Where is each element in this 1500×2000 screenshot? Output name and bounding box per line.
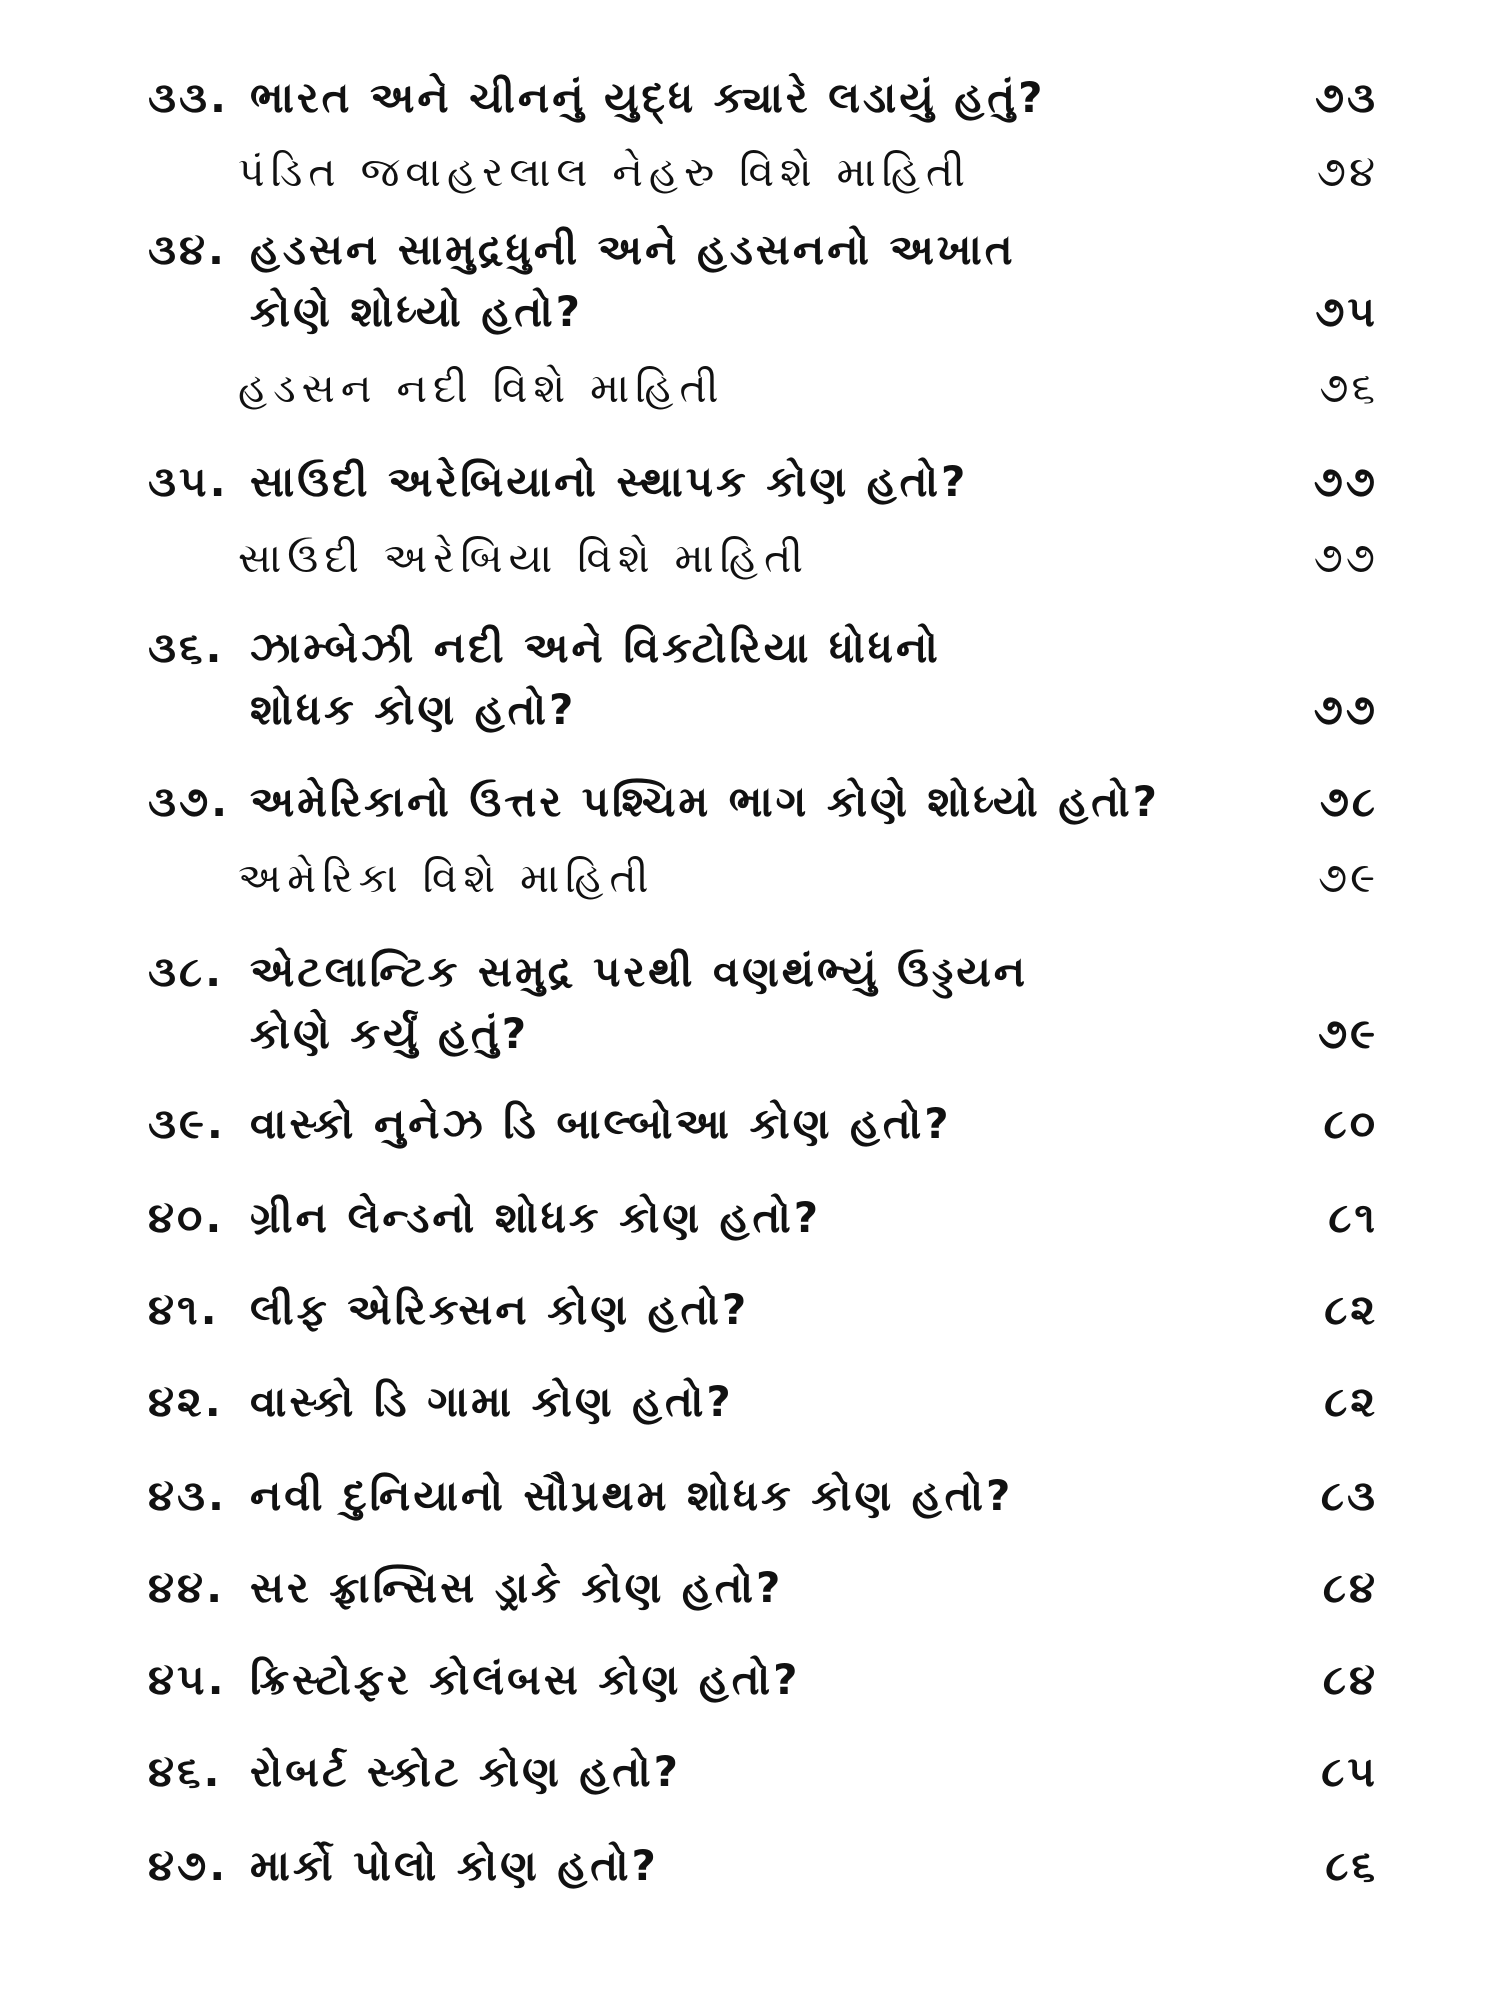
page-number: ૭૪ [1316,147,1378,196]
entry-number: ૪૪. [148,1563,226,1612]
entry-number: ૩૯. [148,1099,226,1148]
toc-entry-continuation [0,1002,1500,1066]
entry-number: ૪૬. [148,1747,223,1796]
entry-number: ૩૫. [148,457,229,506]
entry-title: વાસ્કો નુનેઝ ડિ બાલ્બોઆ કોણ હતો? [250,1099,952,1148]
page-number: ૭૯ [1317,1009,1378,1058]
entry-title-continued: કોણે કર્યું હતું? [250,1009,530,1058]
entry-number: ૪૦. [148,1193,225,1242]
subentry-title: પંડિત જવાહરલાલ નેહરુ વિશે માહિતી [238,148,971,196]
toc-subentry [0,526,1500,590]
subentry-title: અમેરિકા વિશે માહિતી [238,854,655,902]
entry-title: વાસ્કો ડિ ગામા કોણ હતો? [250,1377,734,1426]
toc-entry-39 [0,1092,1500,1156]
entry-title: નવી દુનિયાનો સૌપ્રથમ શોધક કોણ હતો? [250,1471,1014,1520]
toc-entry-38 [0,940,1500,1004]
page-number: ૮૨ [1324,1377,1378,1426]
entry-number: ૩૭. [148,777,231,826]
entry-number: ૩૪. [148,225,227,274]
page-number: ૭૭ [1313,685,1378,734]
subentry-title: સાઉદી અરેબિયા વિશે માહિતી [238,534,809,582]
toc-entry-40 [0,1186,1500,1250]
toc-entry-37 [0,770,1500,834]
page-number: ૭૯ [1317,853,1378,902]
entry-number: ૪૫. [148,1655,227,1704]
entry-title: ગ્રીન લેન્ડનો શોધક કોણ હતો? [250,1193,822,1242]
toc-entry-36 [0,616,1500,680]
entry-title: હડસન સામુદ્રધુની અને હડસનનો અખાત [250,225,1016,274]
page-number: ૭૫ [1315,287,1378,336]
toc-entry-33 [0,66,1500,130]
toc-subentry [0,140,1500,204]
entry-number: ૪૭. [148,1841,229,1890]
toc-subentry [0,846,1500,910]
entry-title: સર ફ્રાન્સિસ ડ્રાકે કોણ હતો? [250,1563,784,1612]
toc-subentry [0,356,1500,420]
toc-entry-34 [0,218,1500,282]
toc-entry-41 [0,1278,1500,1342]
toc-entry-47 [0,1834,1500,1898]
entry-title: ક્રિસ્ટોફર કોલંબસ કોણ હતો? [250,1655,801,1704]
page-number: ૮૫ [1321,1747,1378,1796]
entry-title-continued: કોણે શોધ્યો હતો? [250,287,584,336]
entry-number: ૪૧. [148,1285,220,1334]
page-number: ૭૭ [1313,457,1378,506]
page-number: ૮૦ [1323,1099,1378,1148]
page-number: ૮૪ [1322,1563,1378,1612]
entry-number: ૩૬. [148,623,225,672]
subentry-title: હડસન નદી વિશે માહિતી [238,364,725,412]
page-number: ૮૬ [1325,1841,1378,1890]
toc-entry-35 [0,450,1500,514]
entry-title: એટલાન્ટિક સમુદ્ર પરથી વણથંભ્યું ઉડ્ડયન [250,947,1029,996]
toc-entry-continuation [0,678,1500,742]
entry-title: સાઉદી અરેબિયાનો સ્થાપક કોણ હતો? [250,457,969,506]
toc-entry-continuation [0,280,1500,344]
entry-title: ઝામ્બેઝી નદી અને વિક્ટોરિયા ધોધનો [250,623,941,672]
entry-number: ૩૩. [148,73,229,122]
page-number: ૭૮ [1319,777,1378,826]
page-number: ૮૨ [1324,1285,1378,1334]
entry-title: અમેરિકાનો ઉત્તર પશ્ચિમ ભાગ કોણે શોધ્યો હતો? [250,777,1160,826]
entry-title-continued: શોધક કોણ હતો? [250,685,577,734]
page-number: ૮૧ [1328,1193,1378,1242]
toc-entry-43 [0,1464,1500,1528]
entry-number: ૩૮. [148,947,225,996]
page-number: ૭૩ [1314,73,1378,122]
entry-title: ભારત અને ચીનનું યુદ્ધ ક્યારે લડાયું હતું? [250,73,1046,122]
toc-entry-46 [0,1740,1500,1804]
toc-entry-42 [0,1370,1500,1434]
toc-entry-44 [0,1556,1500,1620]
entry-title: રોબર્ટ સ્કોટ કોણ હતો? [250,1747,681,1796]
entry-title: લીફ એરિક્સન કોણ હતો? [250,1285,750,1334]
page-number: ૮૩ [1320,1471,1378,1520]
page-number: ૭૬ [1319,363,1378,412]
entry-number: ૪૩. [148,1471,227,1520]
page-number: ૮૪ [1322,1655,1378,1704]
toc-entry-45 [0,1648,1500,1712]
entry-title: માર્કો પોલો કોણ હતો? [250,1841,659,1890]
page-number: ૭૭ [1313,533,1378,582]
entry-number: ૪૨. [148,1377,224,1426]
